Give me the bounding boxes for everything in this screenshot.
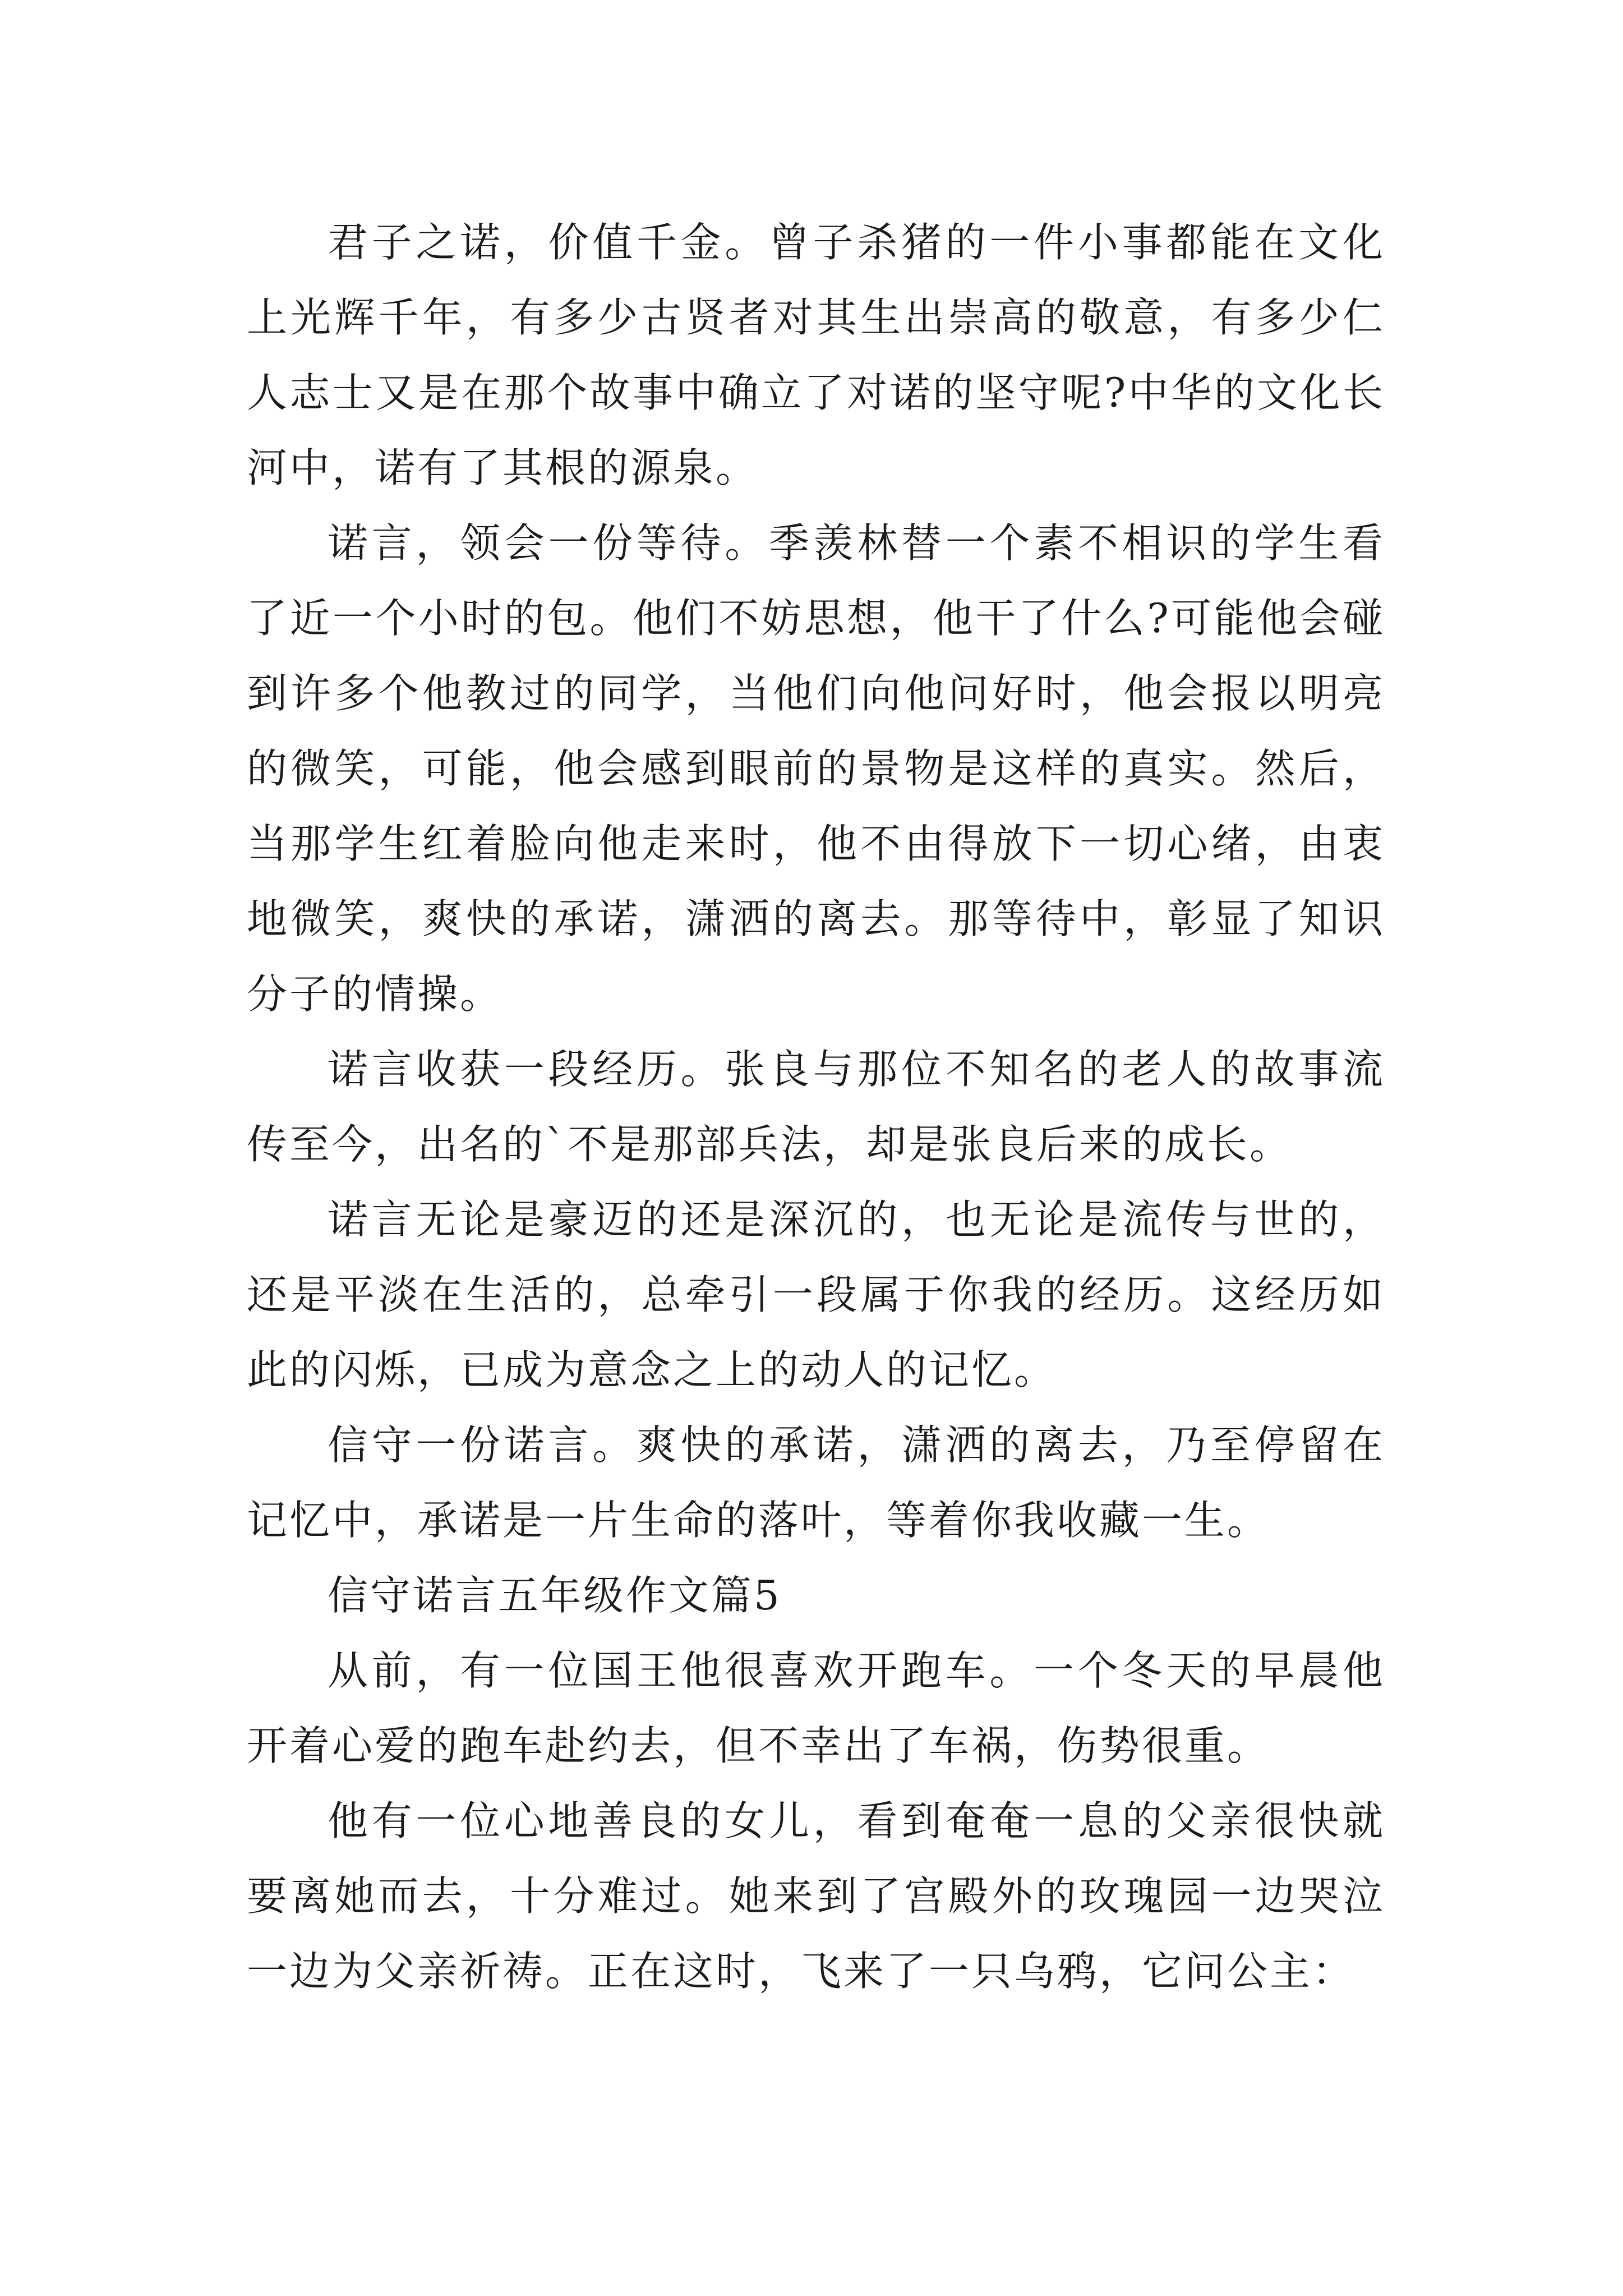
paragraph: 君子之诺，价值千金。曾子杀猪的一件小事都能在文化上光辉千年，有多少古贤者对其生出崇高的敬意，有多少仁人志士又是在那个故事中确立了对诺的坚守呢?中华的文化长河中，诺有了其根的源泉。	[247, 219, 1385, 491]
paragraph: 信守一份诺言。爽快的承诺，潇洒的离去，乃至停留在记忆中，承诺是一片生命的落叶，等着你我收藏一生。	[247, 1421, 1385, 1544]
section-heading: 信守诺言五年级作文篇5	[328, 1572, 782, 1619]
paragraph: 他有一位心地善良的女儿，看到奄奄一息的父亲很快就要离她而去，十分难过。她来到了宫殿外的玫瑰园一边哭泣一边为父亲祈祷。正在这时，飞来了一只乌鸦，它问公主：	[247, 1797, 1385, 1995]
paragraph: 从前，有一位国王他很喜欢开跑车。一个冬天的早晨他开着心爱的跑车赴约去，但不幸出了车祸，伤势很重。	[247, 1647, 1385, 1769]
paragraph: 诺言无论是豪迈的还是深沉的，也无论是流传与世的，还是平淡在生活的，总牵引一段属于你我的经历。这经历如此的闪烁，已成为意念之上的动人的记忆。	[247, 1196, 1385, 1393]
document-body	[247, 205, 1385, 2009]
paragraph: 诺言，领会一份等待。季羡林替一个素不相识的学生看了近一个小时的包。他们不妨思想，他干了什么?可能他会碰到许多个他教过的同学，当他们向他问好时，他会报以明亮的微笑，可能，他会感到眼前的景物是这样的真实。然后，当那学生红着脸向他走来时，他不由得放下一切心绪，由衷地微笑，爽快的承诺，潇洒的离去。那等待中，彰显了知识分子的情操。	[247, 519, 1385, 1018]
paragraph: 诺言收获一段经历。张良与那位不知名的老人的故事流传至今，出名的`不是那部兵法，却是张良后来的成长。	[247, 1046, 1385, 1168]
